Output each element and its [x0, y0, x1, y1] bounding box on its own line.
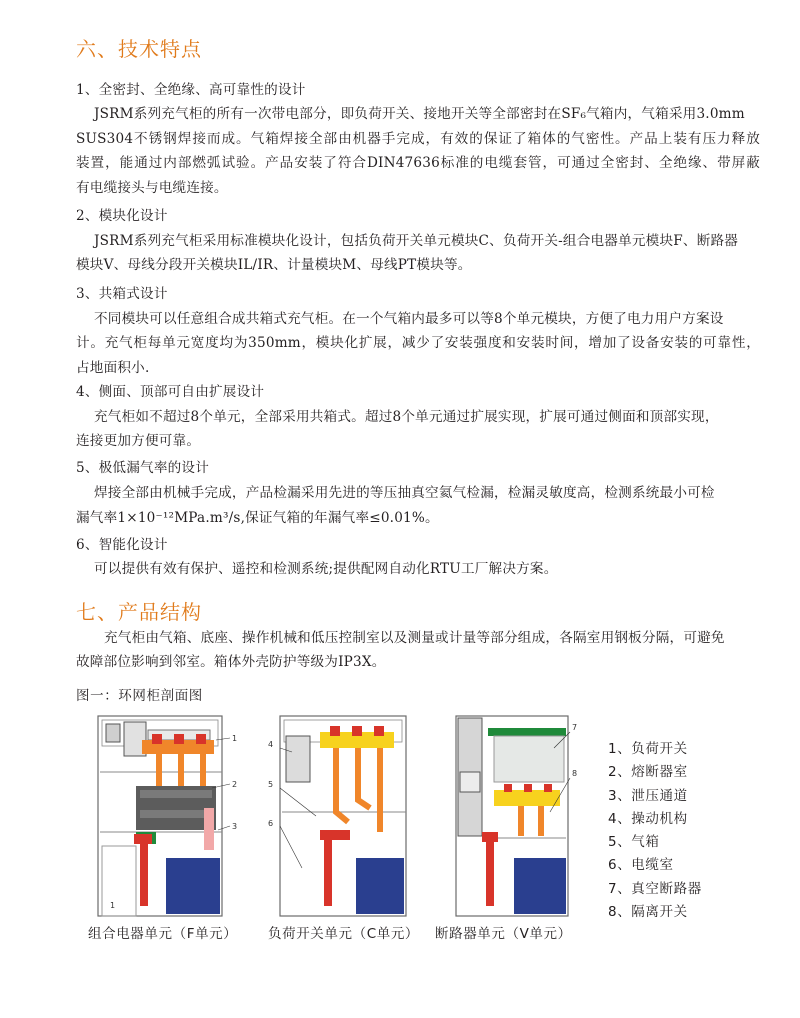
- c-callout-6: 6: [268, 819, 274, 828]
- c-callout-4: 4: [268, 740, 274, 749]
- v-callout-8: 8: [572, 769, 578, 778]
- item-4-heading: 4、侧面、顶部可自由扩展设计: [76, 384, 265, 400]
- caption-c-unit: 负荷开关单元（C单元）: [268, 926, 420, 942]
- caption-f-unit: 组合电器单元（F单元）: [88, 926, 238, 942]
- item-3-line-1: 不同模块可以任意组合成共箱式充气柜。在一个气箱内最多可以等8个单元模块，方便了电力用户方案设: [94, 311, 724, 327]
- legend-item: 4、操动机构: [608, 810, 688, 827]
- item-6-line-1: 可以提供有效有保护、遥控和检测系统;提供配网自动化RTU工厂解决方案。: [94, 561, 558, 577]
- item-3-line-3: 占地面积小.: [76, 360, 150, 376]
- component-legend: [608, 738, 702, 924]
- section-6-title: 六、技术特点: [76, 37, 202, 61]
- item-3-heading: 3、共箱式设计: [76, 286, 168, 302]
- section-7-title: 七、产品结构: [76, 600, 202, 624]
- item-1-line-3: 装置，能通过内部燃弧试验。产品安装了符合DIN47636标准的电缆套管，可通过全密封、全绝缘、带屏蔽: [76, 155, 760, 171]
- f-base-label: 1: [110, 901, 116, 910]
- legend-item: 2、熔断器室: [608, 764, 688, 781]
- item-2-heading: 2、模块化设计: [76, 208, 168, 224]
- legend-item: 6、电缆室: [608, 857, 674, 874]
- item-2-line-2: 模块V、母线分段开关模块IL/IR、计量模块M、母线PT模块等。: [76, 257, 472, 273]
- caption-v-unit: 断路器单元（V单元）: [435, 926, 572, 942]
- diagram-v-unit: [454, 712, 586, 918]
- figure-title: 图一：环网柜剖面图: [76, 688, 203, 704]
- f-callout-1: 1: [232, 734, 238, 743]
- section-7-line-2: 故障部位影响到邻室。箱体外壳防护等级为IP3X。: [76, 654, 386, 670]
- item-5-line-2: 漏气率1×10⁻¹²MPa.m³/s,保证气箱的年漏气率≤0.01%。: [76, 510, 439, 526]
- item-3-line-2: 计。充气柜每单元宽度均为350mm，模块化扩展，减少了安装强度和安装时间，增加了设备安装的可靠性，: [76, 335, 760, 351]
- section-7-line-1: 充气柜由气箱、底座、操作机械和低压控制室以及测量或计量等部分组成，各隔室用钢板分隔，可避免: [104, 630, 725, 646]
- item-4-line-1: 充气柜如不超过8个单元，全部采用共箱式。超过8个单元通过扩展实现，扩展可通过侧面和顶部实现，: [94, 409, 719, 425]
- legend-item: 8、隔离开关: [608, 904, 688, 921]
- diagram-c-unit: [262, 712, 412, 918]
- item-1-line-1: JSRM系列充气柜的所有一次带电部分，即负荷开关、接地开关等全部密封在SF₆气箱内，气箱采用3.0mm: [94, 106, 745, 122]
- f-callout-2: 2: [232, 780, 238, 789]
- c-callout-5: 5: [268, 780, 274, 789]
- legend-item: 1、负荷开关: [608, 741, 688, 757]
- legend-item: 5、气箱: [608, 834, 660, 851]
- item-6-heading: 6、智能化设计: [76, 537, 168, 553]
- v-callout-7: 7: [572, 723, 578, 732]
- item-1-heading: 1、全密封、全绝缘、高可靠性的设计: [76, 82, 306, 98]
- f-callout-3: 3: [232, 822, 238, 831]
- item-1-line-4: 有电缆接头与电缆连接。: [76, 180, 228, 196]
- item-5-heading: 5、极低漏气率的设计: [76, 460, 209, 476]
- item-2-line-1: JSRM系列充气柜采用标准模块化设计，包括负荷开关单元模块C、负荷开关-组合电器单元模块F、断路器: [94, 233, 739, 249]
- item-4-line-2: 连接更加方便可靠。: [76, 433, 201, 449]
- diagram-f-unit: [96, 712, 246, 918]
- legend-item: 3、泄压通道: [608, 787, 688, 804]
- legend-item: 7、真空断路器: [608, 880, 702, 897]
- item-1-line-2: SUS304不锈钢焊接而成。气箱焊接全部由机器手完成，有效的保证了箱体的气密性。产品上装有压力释放: [76, 131, 760, 147]
- item-5-line-1: 焊接全部由机械手完成，产品检漏采用先进的等压抽真空氦气检漏，检漏灵敏度高，检测系统最小可检: [94, 485, 715, 501]
